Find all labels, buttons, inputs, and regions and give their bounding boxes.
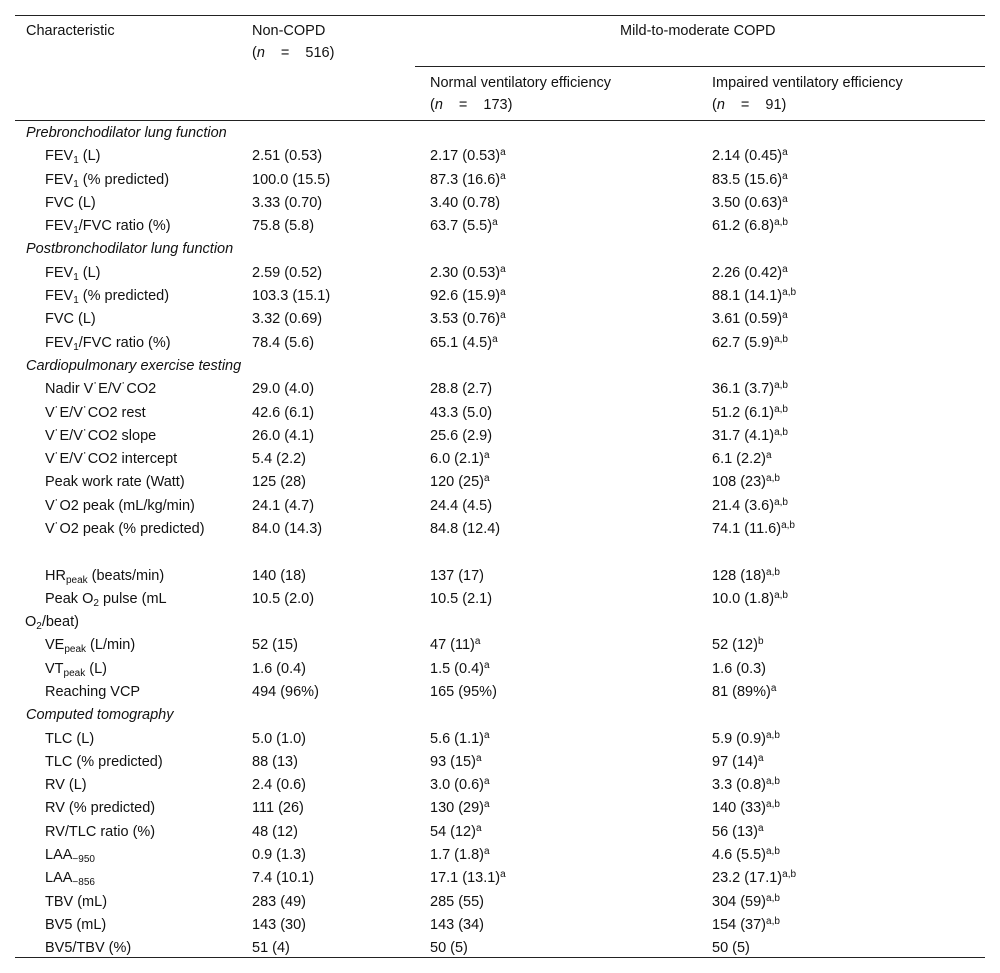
- cell-impaired: 304 $(59)^{a,b}$: [712, 892, 780, 910]
- cell-normal: 24.4 (4.5): [430, 497, 493, 514]
- cell-impaired: 3.50 $(0.63)^a$: [712, 193, 788, 211]
- n-value: 173: [483, 97, 508, 113]
- equals-sign: =: [740, 97, 750, 113]
- table-row: [0, 285, 1000, 308]
- table-top-rule: [15, 15, 985, 16]
- row-label: $VT_{peak}$ (L): [45, 660, 107, 679]
- section-title: Postbronchodilator lung function: [26, 241, 234, 258]
- cell-normal: 165 (95%): [430, 683, 497, 700]
- cell-noncopd: 0.9 (1.3): [252, 847, 306, 864]
- cell-normal: 143 (34): [430, 916, 485, 933]
- row-label: FVC (L): [45, 194, 96, 211]
- table-row: [0, 471, 1000, 494]
- cell-normal: 3.40 (0.78): [430, 194, 501, 211]
- cell-impaired: 3.61 $(0.59)^a$: [712, 310, 788, 328]
- cell-noncopd: 75.8 (5.8): [252, 218, 315, 235]
- section-title: Cardiopulmonary exercise testing: [26, 357, 242, 374]
- header-normal: [430, 72, 611, 116]
- table-row: [0, 681, 1000, 704]
- section-header-row: [0, 704, 1000, 727]
- table-row: [0, 634, 1000, 657]
- cell-normal: 87.3 $(16.6)^a$: [430, 170, 506, 188]
- table-row: [0, 192, 1000, 215]
- cell-impaired: 61.2 $(6.8)^{a,b}$: [712, 217, 788, 235]
- row-label: Peak work rate (Watt): [45, 474, 185, 491]
- cell-normal: 84.8 (12.4): [430, 521, 501, 538]
- section-title: Prebronchodilator lung function: [26, 125, 227, 141]
- cell-impaired: 31.7 $(4.1)^{a,b}$: [712, 426, 788, 444]
- table-row: [0, 844, 1000, 867]
- section-header-row: [0, 238, 1000, 261]
- row-label: FVC (L): [45, 311, 96, 328]
- cell-noncopd: 111 (26): [252, 800, 304, 817]
- n-value: 91: [765, 97, 782, 113]
- cell-normal: 10.5 (2.1): [430, 590, 493, 607]
- header-normal-label: Normal ventilatory efficiency: [430, 75, 612, 91]
- row-label: $VE_{peak}$ (L/min): [45, 637, 136, 656]
- row-label: V˙E/V˙CO2 intercept: [45, 451, 178, 468]
- header-impaired-n: (n = 91): [712, 94, 903, 116]
- table-row: [0, 914, 1000, 937]
- cell-normal: 120 $(25)^a$: [430, 473, 490, 491]
- cell-normal: 25.6 (2.9): [430, 427, 493, 444]
- table-body: [0, 122, 1000, 961]
- cell-impaired: 51.2 $(6.1)^{a,b}$: [712, 403, 788, 421]
- section-header-row: [0, 355, 1000, 378]
- row-label: $LAA_{-950}$: [45, 847, 95, 866]
- header-impaired-label: Impaired ventilatory efficiency: [712, 75, 903, 91]
- cell-impaired: 1.6 (0.3): [712, 660, 766, 677]
- row-label: V˙E/V˙CO2 slope: [45, 427, 157, 444]
- row-label: TLC (% predicted): [45, 753, 163, 770]
- cell-impaired: 140 $(33)^{a,b}$: [712, 799, 780, 817]
- cell-impaired: 21.4 $(3.6)^{a,b}$: [712, 496, 788, 514]
- cell-noncopd: 52 (15): [252, 637, 298, 654]
- row-label: $FEV_1$ (L): [45, 264, 101, 283]
- cell-impaired: 81 $(89\%)^a$: [712, 682, 777, 700]
- table-row: [0, 518, 1000, 565]
- cell-noncopd: 88 (13): [252, 753, 298, 770]
- cell-normal: 130 $(29)^a$: [430, 799, 490, 817]
- cell-noncopd: 42.6 (6.1): [252, 404, 315, 421]
- table-row: [0, 658, 1000, 681]
- header-group-rule: [415, 66, 985, 67]
- cell-impaired: 52 $(12)^b$: [712, 636, 764, 654]
- cell-noncopd: 140 (18): [252, 567, 307, 584]
- table-row: [0, 378, 1000, 401]
- row-label: BV5 (mL): [45, 916, 107, 933]
- cell-noncopd: 1.6 (0.4): [252, 660, 306, 677]
- table-row: [0, 308, 1000, 331]
- cell-noncopd: 7.4 (10.1): [252, 870, 315, 887]
- row-label: Reaching VCP: [45, 683, 141, 700]
- cell-normal: 3.0 $(0.6)^a$: [430, 776, 490, 794]
- cell-impaired: 5.9 $(0.9)^{a,b}$: [712, 729, 780, 747]
- table-row: [0, 495, 1000, 518]
- row-label: $LAA_{-856}$: [45, 870, 95, 889]
- cell-noncopd: 48 (12): [252, 823, 298, 840]
- cell-impaired: 10.0 $(1.8)^{a,b}$: [712, 589, 788, 607]
- cell-noncopd: 283 (49): [252, 893, 307, 910]
- table-row: [0, 797, 1000, 820]
- row-label: $FEV_1$/FVC ratio (%): [45, 334, 171, 353]
- header-noncopd-label: Non-COPD: [252, 23, 326, 39]
- equals-sign: =: [458, 97, 468, 113]
- table-row: [0, 867, 1000, 890]
- cell-impaired: 50 (5): [712, 940, 750, 957]
- row-label: $FEV_1$ (L): [45, 148, 101, 167]
- cell-noncopd: 2.4 (0.6): [252, 777, 306, 794]
- cell-impaired: 2.26 $(0.42)^a$: [712, 263, 788, 281]
- table-row: [0, 262, 1000, 285]
- equals-sign: =: [280, 45, 290, 61]
- cell-impaired: 36.1 $(3.7)^{a,b}$: [712, 380, 788, 398]
- table-row: [0, 332, 1000, 355]
- table-row: [0, 169, 1000, 192]
- cell-normal: 43.3 (5.0): [430, 404, 493, 421]
- table-row: [0, 774, 1000, 797]
- cell-impaired: 56 $(13)^a$: [712, 822, 764, 840]
- cell-noncopd: 143 (30): [252, 916, 307, 933]
- cell-noncopd: 125 (28): [252, 474, 307, 491]
- cell-impaired: 4.6 $(5.5)^{a,b}$: [712, 846, 780, 864]
- table-row: [0, 565, 1000, 588]
- cell-noncopd: 3.33 (0.70): [252, 194, 323, 211]
- cell-noncopd: 78.4 (5.6): [252, 334, 315, 351]
- cell-normal: 2.17 $(0.53)^a$: [430, 147, 506, 165]
- cell-normal: 65.1 $(4.5)^a$: [430, 333, 498, 351]
- cell-noncopd: 100.0 (15.5): [252, 171, 331, 188]
- row-label: BV5/TBV (%): [45, 940, 132, 957]
- header-noncopd: [252, 20, 334, 64]
- table-bottom-rule: [15, 957, 985, 958]
- cell-noncopd: 5.4 (2.2): [252, 451, 306, 468]
- row-label: $FEV_1$/FVC ratio (%): [45, 218, 171, 237]
- cell-noncopd: 24.1 (4.7): [252, 497, 315, 514]
- cell-normal: 28.8 (2.7): [430, 381, 493, 398]
- cell-impaired: 23.2 $(17.1)^{a,b}$: [712, 869, 797, 887]
- header-bottom-rule: [15, 120, 985, 121]
- cell-normal: 92.6 $(15.9)^a$: [430, 287, 506, 305]
- cell-impaired: 108 $(23)^{a,b}$: [712, 473, 780, 491]
- row-label: RV (L): [45, 777, 87, 794]
- cell-normal: 137 (17): [430, 567, 485, 584]
- row-label: TBV (mL): [45, 893, 108, 910]
- cell-noncopd: 2.51 (0.53): [252, 148, 323, 165]
- cell-noncopd: 26.0 (4.1): [252, 427, 315, 444]
- cell-impaired: 128 $(18)^{a,b}$: [712, 566, 780, 584]
- cell-noncopd: 2.59 (0.52): [252, 264, 323, 281]
- header-noncopd-n: (n = 516): [252, 42, 334, 64]
- n-symbol: n: [716, 97, 725, 113]
- row-label: V˙O2 peak (mL/kg/min): [45, 497, 195, 514]
- cell-noncopd: 84.0 (14.3): [252, 521, 323, 538]
- section-title: Computed tomography: [26, 707, 174, 724]
- cell-noncopd: 103.3 (15.1): [252, 288, 331, 305]
- cell-normal: 1.7 $(1.8)^a$: [430, 846, 490, 864]
- cell-impaired: 74.1 $(11.6)^{a,b}$: [712, 520, 795, 538]
- table-row: [0, 588, 1000, 635]
- cell-normal: 93 $(15)^a$: [430, 752, 482, 770]
- table-row: [0, 425, 1000, 448]
- cell-normal: 50 (5): [430, 940, 468, 957]
- table-row: [0, 448, 1000, 471]
- cell-impaired: 154 $(37)^{a,b}$: [712, 915, 780, 933]
- section-header-row: [0, 122, 1000, 145]
- cell-impaired: 62.7 $(5.9)^{a,b}$: [712, 333, 788, 351]
- row-label: RV/TLC ratio (%): [45, 823, 156, 840]
- cell-noncopd: 3.32 (0.69): [252, 311, 323, 328]
- header-copd-group: Mild-to-moderate COPD: [620, 23, 776, 39]
- cell-noncopd: 5.0 (1.0): [252, 730, 306, 747]
- table-row: [0, 402, 1000, 425]
- n-symbol: n: [434, 97, 443, 113]
- cell-normal: 285 (55): [430, 893, 485, 910]
- cell-normal: 6.0 $(2.1)^a$: [430, 450, 490, 468]
- cell-normal: 47 $(11)^a$: [430, 636, 481, 654]
- cell-impaired: 83.5 $(15.6)^a$: [712, 170, 788, 188]
- cell-normal: 1.5 $(0.4)^a$: [430, 659, 490, 677]
- cell-normal: 3.53 $(0.76)^a$: [430, 310, 506, 328]
- header-impaired: [712, 72, 903, 116]
- cell-normal: 2.30 $(0.53)^a$: [430, 263, 506, 281]
- n-value: 516: [305, 45, 330, 61]
- cell-impaired: 6.1 $(2.2)^a$: [712, 450, 772, 468]
- row-label: Peak $O_2$ pulse (mL $O_2/beat$): [25, 590, 167, 632]
- cell-noncopd: 51 (4): [252, 940, 290, 957]
- row-label: $FEV_1$ (% predicted): [45, 288, 170, 307]
- cell-noncopd: 29.0 (4.0): [252, 381, 315, 398]
- table-row: [0, 751, 1000, 774]
- cell-noncopd: 494 (96%): [252, 683, 319, 700]
- cell-noncopd: 10.5 (2.0): [252, 590, 315, 607]
- cell-normal: 63.7 $(5.5)^a$: [430, 217, 498, 235]
- table-row: [0, 145, 1000, 168]
- row-label: RV (% predicted): [45, 800, 156, 817]
- row-label: V˙O2 peak (% predicted): [45, 521, 205, 538]
- header-characteristic: Characteristic: [26, 23, 115, 39]
- cell-normal: 5.6 $(1.1)^a$: [430, 729, 490, 747]
- cell-normal: 17.1 $(13.1)^a$: [430, 869, 506, 887]
- cell-impaired: 88.1 $(14.1)^{a,b}$: [712, 287, 797, 305]
- table-row: [0, 821, 1000, 844]
- row-label: $HR_{peak}$ (beats/min): [45, 567, 165, 586]
- table-row: [0, 891, 1000, 914]
- row-label: Nadir V˙E/V˙CO2: [45, 381, 157, 398]
- cell-normal: 54 $(12)^a$: [430, 822, 482, 840]
- table-row: [0, 215, 1000, 238]
- row-label: TLC (L): [45, 730, 95, 747]
- n-symbol: n: [256, 45, 265, 61]
- header-normal-n: (n = 173): [430, 94, 611, 116]
- row-label: V˙E/V˙CO2 rest: [45, 404, 146, 421]
- cell-impaired: 3.3 $(0.8)^{a,b}$: [712, 776, 780, 794]
- cell-impaired: 97 $(14)^a$: [712, 752, 764, 770]
- row-label: $FEV_1$ (% predicted): [45, 171, 170, 190]
- cell-impaired: 2.14 $(0.45)^a$: [712, 147, 788, 165]
- table-row: [0, 728, 1000, 751]
